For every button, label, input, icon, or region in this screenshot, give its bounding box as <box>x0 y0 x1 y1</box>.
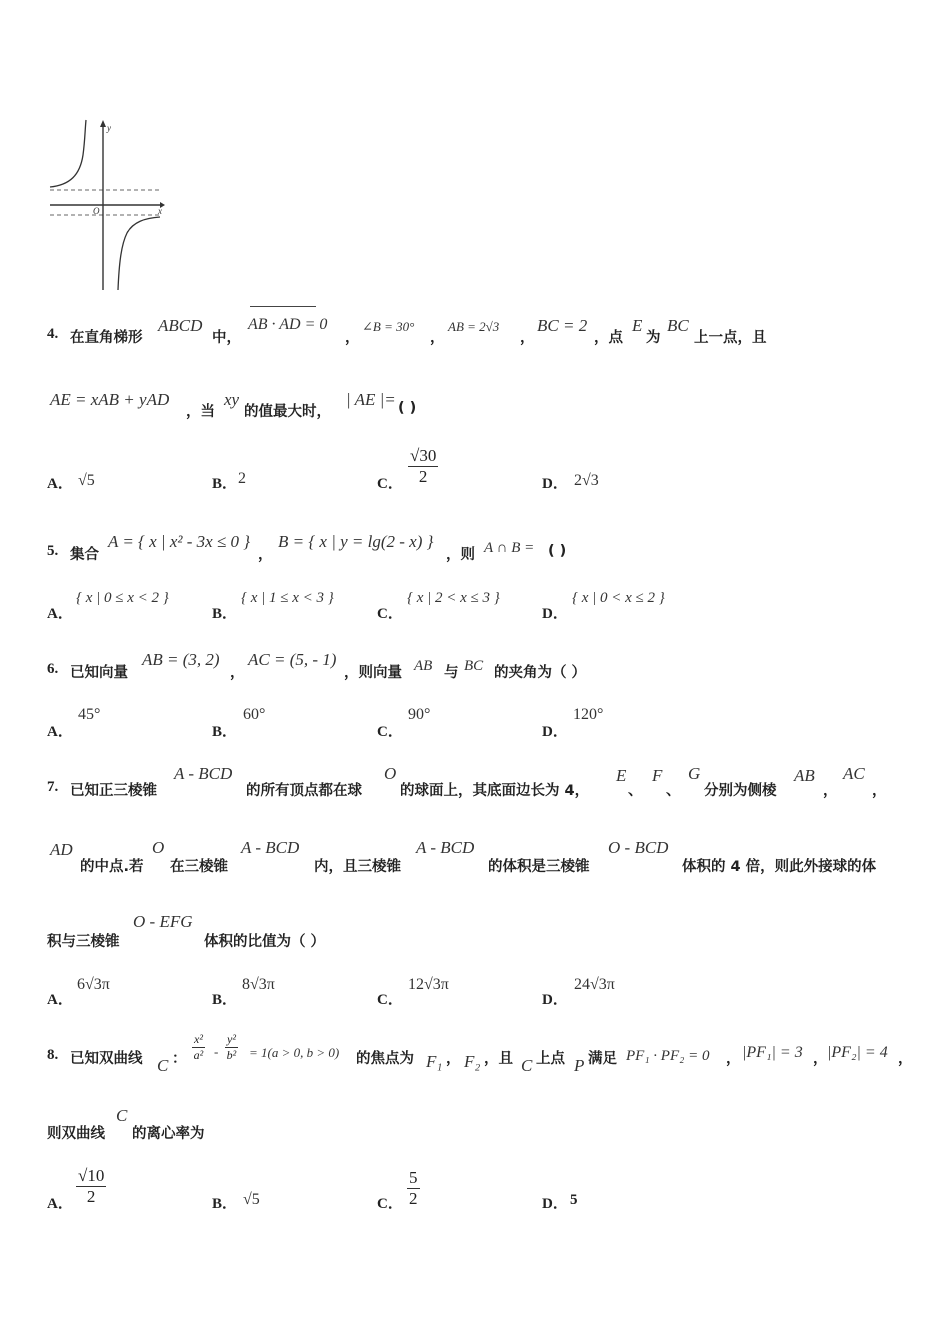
q8-text-6: 满足 <box>588 1051 617 1067</box>
q7-number: 7. <box>47 779 59 795</box>
q7-text-6: 在三棱锥 <box>170 859 228 875</box>
q5-text-3: ( ) <box>548 543 567 559</box>
q7-math-f: F <box>652 766 663 785</box>
q7-math-oefg: O - EFG <box>133 912 193 931</box>
q5-option-c-value: { x | 2 < x ≤ 3 } <box>407 590 500 606</box>
q8-option-d-value: 5 <box>570 1192 578 1208</box>
q5-text-2: ，则 <box>446 547 475 563</box>
q4-option-b-label[interactable]: B． <box>212 476 238 492</box>
q8-text-4: ，且 <box>484 1051 513 1067</box>
q7-text-1: 已知正三棱锥 <box>70 783 157 799</box>
q7-option-d-value: 24√3π <box>574 976 615 993</box>
q6-option-b-value: 60° <box>243 706 266 723</box>
q8-math-f2: F₂ <box>464 1052 481 1071</box>
q7-option-b-value: 8√3π <box>242 976 275 993</box>
q7-math-e: E <box>616 766 627 785</box>
q8-number: 8. <box>47 1047 59 1063</box>
y-axis-arrow <box>100 120 106 127</box>
q6-text-2: ，则向量 <box>344 665 402 681</box>
function-graph <box>45 115 170 295</box>
q4-option-a-value: √5 <box>78 472 95 489</box>
q6-number: 6. <box>47 661 59 677</box>
q8-math-dot: PF₁ · PF₂ = 0 <box>626 1048 710 1064</box>
q8-math-f1: F₁ <box>426 1052 443 1071</box>
q4-text-8: ( ) <box>398 400 417 416</box>
q7-math-abcd: A - BCD <box>174 764 233 783</box>
q7-option-a-label[interactable]: A． <box>47 992 73 1008</box>
q7-math-ab: AB <box>794 766 815 785</box>
q6-option-c-label[interactable]: C． <box>377 724 403 740</box>
q4-text-4: 为 <box>646 330 661 346</box>
q4-option-c-fraction <box>408 446 438 487</box>
x-label: x <box>158 206 162 216</box>
q4-text-7: 的值最大时， <box>244 404 331 420</box>
q5-option-b-value: { x | 1 ≤ x < 3 } <box>241 590 334 606</box>
q5-number: 5. <box>47 543 59 559</box>
q6-math-ac: AC = (5, - 1) <box>248 650 337 669</box>
q4-math-xy: xy <box>224 390 240 409</box>
q6-text-3: 与 <box>444 665 459 681</box>
q8-text-8: 的离心率为 <box>132 1126 205 1142</box>
q8-math-pf1: |PF₁| = 3 <box>742 1044 803 1061</box>
q7-math-o: O <box>384 764 397 783</box>
q8-option-a-den: 2 <box>86 1187 96 1206</box>
q5-option-c-label[interactable]: C． <box>377 606 403 622</box>
q8-text-5: 上点 <box>536 1051 565 1067</box>
q8-option-c-den: 2 <box>409 1189 418 1208</box>
q4-math-angle: ∠B = 30° <box>362 319 415 334</box>
q8-math-p: P <box>574 1056 585 1075</box>
q8-math-c3: C <box>116 1106 128 1125</box>
q4-math-bc: BC = 2 <box>537 316 588 335</box>
q6-option-d-value: 120° <box>573 706 604 723</box>
q8-option-a-label[interactable]: A． <box>47 1196 73 1212</box>
q8-option-d-label[interactable]: D． <box>542 1196 568 1212</box>
q8-frac-y <box>225 1032 238 1063</box>
q8-sep-4: ， <box>898 1051 913 1067</box>
q8-math-eq: = 1(a > 0, b > 0) <box>249 1045 340 1060</box>
q4-vector-arrows <box>250 306 316 312</box>
q4-math-abcd: ABCD <box>158 316 203 335</box>
q7-math-ac: AC <box>843 764 865 783</box>
q7-math-o2: O <box>152 838 165 857</box>
q7-text-2: 的所有顶点都在球 <box>246 783 362 799</box>
q8-frac-x <box>192 1032 205 1063</box>
y-label: y <box>107 123 111 133</box>
q4-sep-1: ， <box>345 330 360 346</box>
q6-option-c-value: 90° <box>408 706 431 723</box>
q4-text-1: 在直角梯形 <box>70 330 143 346</box>
q8-option-b-value: √5 <box>243 1191 260 1208</box>
q6-option-a-label[interactable]: A． <box>47 724 73 740</box>
q7-text-11: 体积的比值为（ ） <box>204 934 326 950</box>
q4-option-b-value: 2 <box>238 470 246 487</box>
q8-text-7: 则双曲线 <box>47 1126 105 1142</box>
q8-text-3: 的焦点为 <box>356 1051 414 1067</box>
right-branch <box>118 217 160 290</box>
q7-math-abcd2: A - BCD <box>241 838 300 857</box>
q7-option-b-label[interactable]: B． <box>212 992 238 1008</box>
q8-text-2: ： <box>172 1051 187 1067</box>
q7-dun-2: 、 <box>666 783 681 799</box>
left-branch <box>50 120 86 187</box>
q4-option-c-num: √30 <box>410 446 437 465</box>
q8-option-a-fraction <box>76 1166 106 1207</box>
q7-option-c-label[interactable]: C． <box>377 992 403 1008</box>
q6-option-a-value: 45° <box>78 706 101 723</box>
q8-math-pf2: |PF₂| = 4 <box>827 1044 888 1061</box>
q7-text-4: 分别为侧棱 <box>704 783 777 799</box>
q5-math-b: B = { x | y = lg(2 - x) } <box>278 532 434 551</box>
q4-math-bc2: BC <box>667 316 689 335</box>
q8-frac-x-num: x² <box>194 1032 203 1046</box>
q8-frac-x-den: a² <box>193 1048 204 1062</box>
q6-text-4: 的夹角为（ ） <box>494 665 587 681</box>
q4-text-3: ，点 <box>594 330 623 346</box>
q6-math-ab: AB = (3, 2) <box>142 650 220 669</box>
q7-math-abcd3: A - BCD <box>416 838 475 857</box>
q5-option-b-label[interactable]: B． <box>212 606 238 622</box>
q5-option-a-label[interactable]: A． <box>47 606 73 622</box>
q4-number: 4. <box>47 326 59 342</box>
q7-dun-3: ， <box>823 783 838 799</box>
q6-option-d-label[interactable]: D． <box>542 724 568 740</box>
q8-option-c-label[interactable]: C． <box>377 1196 403 1212</box>
q6-text-1: 已知向量 <box>70 665 128 681</box>
q4-math-abs: | AE |= <box>346 390 396 409</box>
q6-option-b-label[interactable]: B． <box>212 724 238 740</box>
q7-math-g: G <box>688 764 701 783</box>
q5-option-a-value: { x | 0 ≤ x < 2 } <box>76 590 169 606</box>
q7-option-a-value: 6√3π <box>77 976 110 993</box>
q8-option-b-label[interactable]: B． <box>212 1196 238 1212</box>
q4-sep-2: ， <box>430 330 445 346</box>
q6-sep: ， <box>230 665 245 681</box>
q4-text-2: 中， <box>212 330 241 346</box>
q7-math-obcd: O - BCD <box>608 838 669 857</box>
q8-math-c: C <box>157 1056 169 1075</box>
q4-math-dot: AB · AD = 0 <box>248 316 328 333</box>
q4-math-e: E <box>632 316 643 335</box>
origin-label: O <box>93 206 100 216</box>
q4-math-ae: AE = xAB + yAD <box>50 390 170 409</box>
q5-option-d-label[interactable]: D． <box>542 606 568 622</box>
q7-option-c-value: 12√3π <box>408 976 449 993</box>
q6-math-ab2: AB <box>414 658 433 674</box>
q8-option-a-num: √10 <box>78 1166 105 1185</box>
q8-sep-1: ， <box>446 1051 461 1067</box>
q4-math-ab: AB = 2√3 <box>448 319 500 334</box>
q7-text-8: 的体积是三棱锥 <box>488 859 590 875</box>
q7-text-9: 体积的 4 倍，则此外接球的体 <box>682 859 877 875</box>
q4-option-d-value: 2√3 <box>574 472 599 489</box>
q5-sep: ， <box>258 547 273 563</box>
q8-minus: - <box>214 1044 219 1059</box>
q4-option-c-den: 2 <box>418 467 428 486</box>
q7-text-3: 的球面上，其底面边长为 4， <box>400 783 590 799</box>
q8-frac-y-num: y² <box>227 1032 236 1046</box>
q6-math-bc: BC <box>464 658 484 674</box>
q8-text-1: 已知双曲线 <box>70 1051 143 1067</box>
q4-text-6: ，当 <box>186 404 215 420</box>
q7-dun-4: ， <box>872 783 887 799</box>
q4-option-d-label[interactable]: D． <box>542 476 568 492</box>
q7-text-10: 积与三棱锥 <box>47 934 120 950</box>
q5-math-ab: A ∩ B = <box>484 540 535 556</box>
q7-text-5: 的中点.若 <box>80 859 144 875</box>
q4-sep-3: ， <box>520 330 535 346</box>
q7-math-ad: AD <box>50 840 73 859</box>
q4-text-5: 上一点，且 <box>694 330 767 346</box>
q5-text-1: 集合 <box>70 547 99 563</box>
q7-text-7: 内，且三棱锥 <box>314 859 401 875</box>
q4-option-c-label[interactable]: C． <box>377 476 403 492</box>
q8-math-c2: C <box>521 1056 533 1075</box>
q7-option-d-label[interactable]: D． <box>542 992 568 1008</box>
q8-sep-3: ， <box>813 1051 828 1067</box>
q7-dun-1: 、 <box>628 783 643 799</box>
q8-option-c-fraction <box>407 1168 420 1209</box>
q8-sep-2: ， <box>726 1051 741 1067</box>
q8-frac-y-den: b² <box>226 1048 237 1062</box>
q8-option-c-num: 5 <box>409 1168 418 1187</box>
q4-option-a-label[interactable]: A． <box>47 476 73 492</box>
q5-option-d-value: { x | 0 < x ≤ 2 } <box>572 590 665 606</box>
q5-math-a: A = { x | x² - 3x ≤ 0 } <box>108 532 251 551</box>
